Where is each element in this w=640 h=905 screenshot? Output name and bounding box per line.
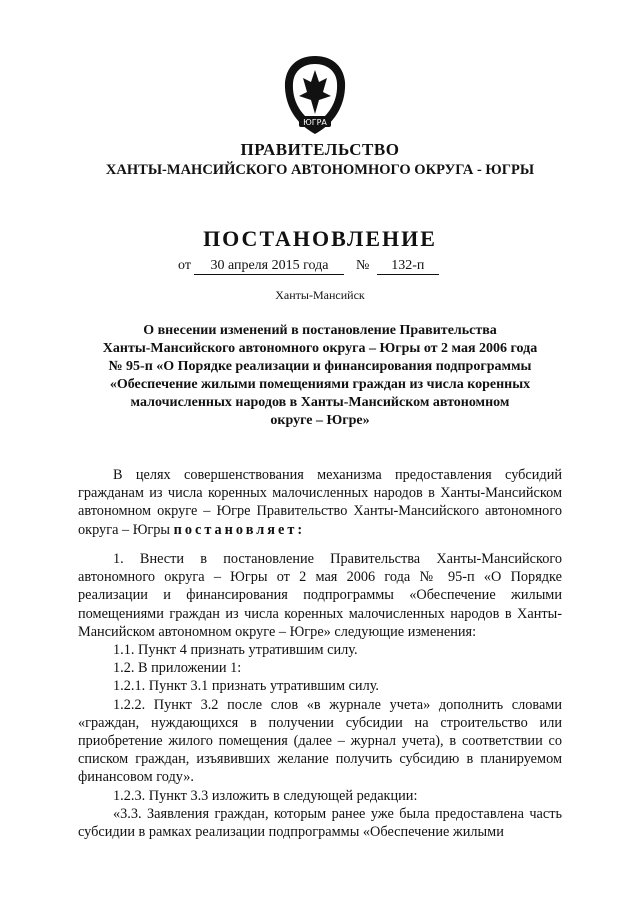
org-subtitle: ХАНТЫ-МАНСИЙСКОГО АВТОНОМНОГО ОКРУГА - ЮГРЫ <box>105 162 535 178</box>
title-line: О внесении изменений в постановление Правительства <box>143 323 497 338</box>
preamble <box>78 466 562 539</box>
paragraph: 1.1. Пункт 4 признать утратившим силу. <box>113 642 358 659</box>
decree-items <box>78 550 562 841</box>
title-line: «Обеспечение жилыми помещениями граждан из числа коренных <box>109 377 531 392</box>
city: Ханты-Мансийск <box>275 288 365 302</box>
date-line <box>178 258 439 275</box>
paragraph: 1.2.3. Пункт 3.3 изложить в следующей редакции: <box>113 787 418 804</box>
paragraph: 1. Внести в постановление Правительства Ханты-Мансийского автономного округа – Югры от 2 мая 2006 года № 95-п «О Порядке реализации и финансирования подпрограммы «Обеспечение жилыми помещениями граждан из числа коренных малочисленных народов в Ханты-Мансийском автономном округе – Югре» следующие изменения: <box>78 551 562 640</box>
number-prefix: № <box>355 258 370 273</box>
title-line: Ханты-Мансийского автономного округа – Югры от 2 мая 2006 года <box>102 341 538 356</box>
org-title: ПРАВИТЕЛЬСТВО <box>240 140 400 159</box>
document-title <box>70 322 570 430</box>
document-type: ПОСТАНОВЛЕНИЕ <box>203 226 437 251</box>
paragraph: 1.2.2. Пункт 3.2 после слов «в журнале учета» дополнить словами «граждан, нуждающихся в получении субсидии на строительство или приобретение жилого помещения (далее – журнал учета), в соответствии со списком граждан, изъявивших желание получить субсидию в планируемом финансовом году». <box>78 696 562 786</box>
date-prefix: от <box>178 258 191 273</box>
decree-word: постановляет: <box>173 521 306 538</box>
paragraph: 1.2.1. Пункт 3.1 признать утратившим силу. <box>113 678 380 695</box>
coat-of-arms-icon <box>275 52 355 138</box>
title-line: малочисленных народов в Ханты-Мансийском автономном <box>130 395 510 410</box>
document-date: 30 апреля 2015 года <box>194 258 344 275</box>
paragraph: «3.3. Заявления граждан, которым ранее уже была предоставлена часть субсидии в рамках реализации подпрограммы «Обеспечение жилыми <box>78 805 562 841</box>
title-line: округе – Югре» <box>270 413 370 428</box>
paragraph: 1.2. В приложении 1: <box>113 660 242 677</box>
emblem-label: ЮГРА <box>303 118 327 127</box>
preamble-text: В целях совершенствования механизма предоставления субсидий гражданам из числа коренных малочисленных народов в Ханты-Мансийском автономном округе – Югре Правительство Ханты-Мансийского автономного округа – Югры <box>78 467 562 538</box>
document-number: 132-п <box>377 258 439 275</box>
title-line: № 95-п «О Порядке реализации и финансирования подпрограммы <box>108 359 532 374</box>
